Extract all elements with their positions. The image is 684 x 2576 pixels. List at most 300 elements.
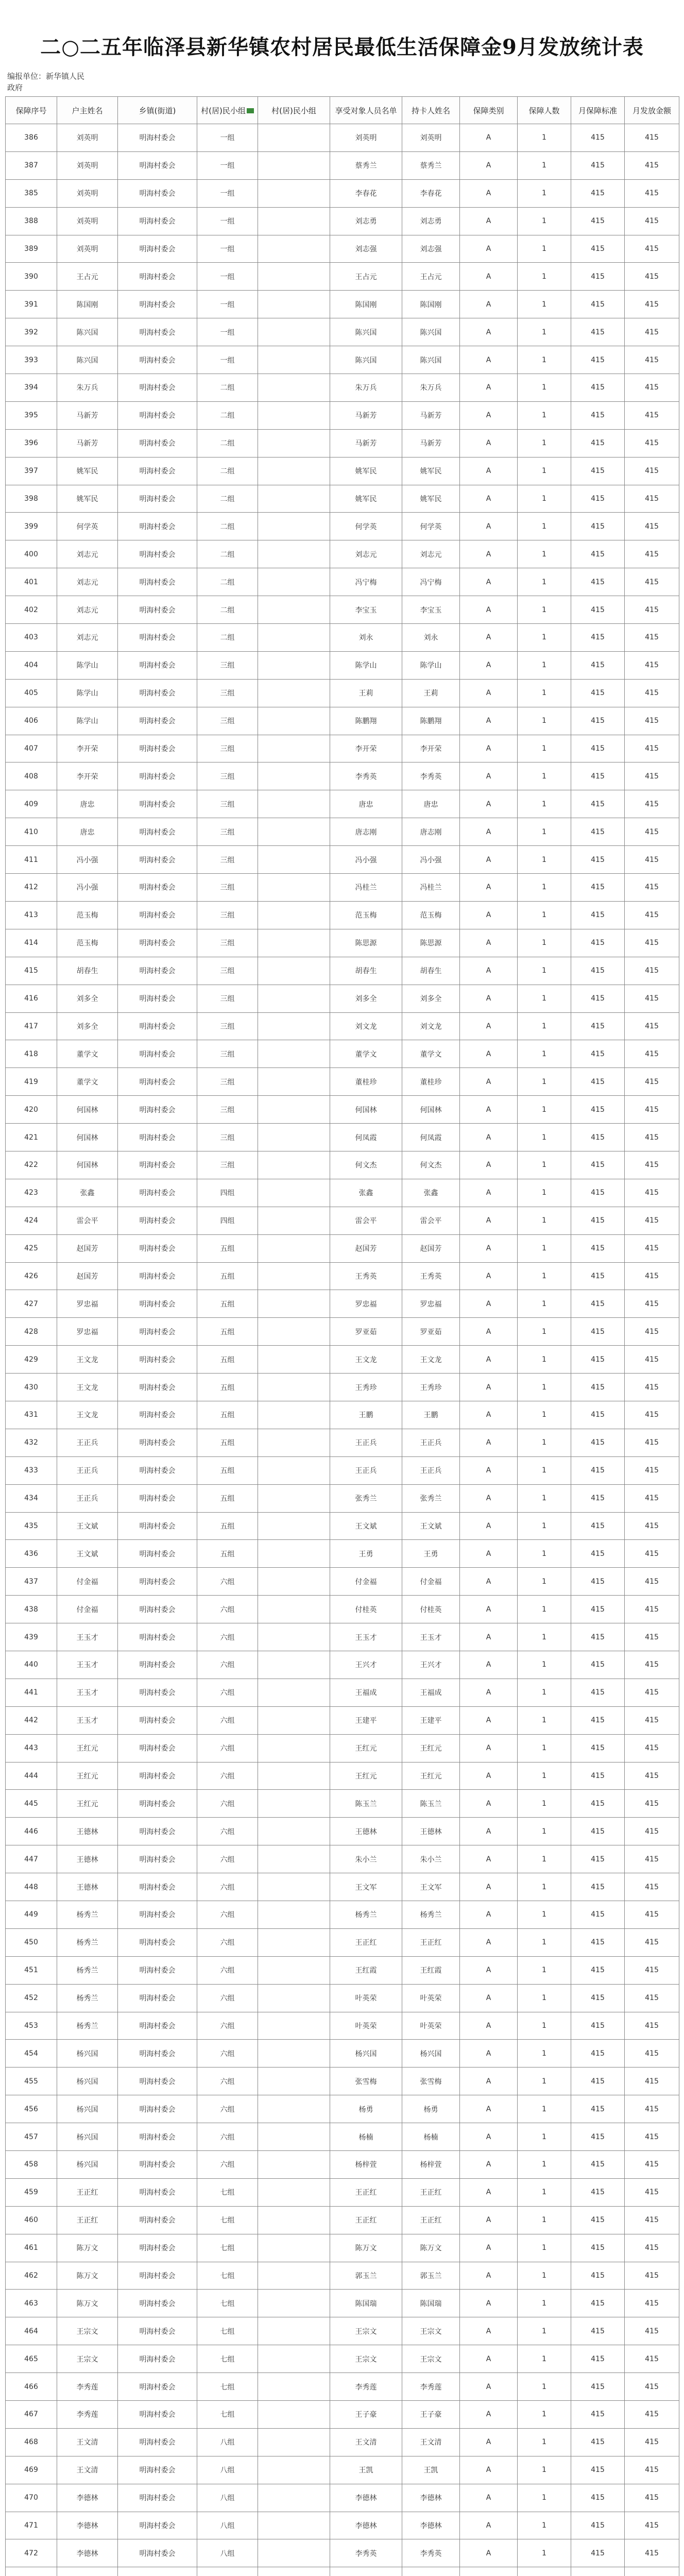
table-cell: 明海村委会: [118, 2262, 197, 2290]
table-cell: 何国林: [402, 1096, 460, 1124]
table-cell: 392: [6, 318, 57, 346]
table-cell: A: [460, 1790, 518, 1818]
table-cell: 415: [625, 2456, 679, 2484]
table-cell: 三组: [197, 985, 258, 1012]
table-cell: 明海村委会: [118, 1290, 197, 1318]
table-cell: A: [460, 679, 518, 707]
table-cell: 王秀英: [330, 1262, 402, 1290]
table-cell: 1: [518, 2428, 571, 2456]
table-cell: A: [460, 1429, 518, 1456]
table-cell: A: [460, 2290, 518, 2317]
table-cell: 407: [6, 735, 57, 762]
table-cell: 王玉才: [57, 1651, 118, 1679]
table-cell: 415: [625, 707, 679, 735]
table-cell: A: [460, 790, 518, 818]
table-cell: 刘英明: [330, 124, 402, 152]
table-cell: 王兴才: [402, 1651, 460, 1679]
table-cell: 415: [625, 485, 679, 513]
table-cell: 415: [571, 1179, 625, 1207]
table-cell: 436: [6, 1540, 57, 1568]
table-cell: 1: [518, 1818, 571, 1845]
table-cell: A: [460, 1512, 518, 1540]
table-cell: 王正红: [402, 2178, 460, 2206]
table-cell: 415: [625, 263, 679, 291]
table-cell: 明海村委会: [118, 1179, 197, 1207]
table-cell: 415: [625, 2512, 679, 2539]
table-cell: 415: [625, 2123, 679, 2151]
table-cell: 415: [625, 846, 679, 874]
table-cell: 465: [6, 2345, 57, 2373]
table-cell: A: [460, 318, 518, 346]
table-row: [6, 2456, 679, 2484]
table-cell: 陈万文: [57, 2290, 118, 2317]
table-cell: 463: [6, 2290, 57, 2317]
table-cell: 明海村委会: [118, 957, 197, 985]
table-row: [6, 1679, 679, 1706]
table-cell: 415: [625, 1290, 679, 1318]
table-row: [6, 2317, 679, 2345]
table-row: [6, 790, 679, 818]
table-cell: 冯小强: [402, 846, 460, 874]
table-cell: 杨秀兰: [402, 1901, 460, 1929]
table-cell: 何文杰: [402, 1151, 460, 1179]
table-cell: 杨兴国: [402, 2040, 460, 2067]
table-cell: 五组: [197, 1346, 258, 1374]
table-cell: 王文清: [402, 2428, 460, 2456]
table-cell: 一组: [197, 179, 258, 207]
table-cell: 1: [518, 2539, 571, 2567]
col-header: 乡镇(街道): [118, 97, 197, 124]
table-cell: 三组: [197, 707, 258, 735]
table-cell: 449: [6, 1901, 57, 1929]
table-cell: 1: [518, 1928, 571, 1956]
table-cell: 415: [571, 2317, 625, 2345]
table-cell: 王德林: [402, 1818, 460, 1845]
table-cell: 415: [625, 2178, 679, 2206]
table-cell: 1: [518, 2317, 571, 2345]
table-cell: 王子豪: [402, 2401, 460, 2429]
table-cell: 八组: [197, 2539, 258, 2567]
table-row: [6, 2012, 679, 2040]
table-cell: 王正兵: [402, 1429, 460, 1456]
table-cell: 刘志强: [402, 235, 460, 263]
table-row: [6, 1096, 679, 1124]
table-cell: 461: [6, 2234, 57, 2262]
table-cell: 雷会平: [57, 1207, 118, 1234]
table-cell: 明海村委会: [118, 2151, 197, 2179]
table-cell: 415: [625, 735, 679, 762]
table-cell: 王占元: [330, 263, 402, 291]
table-cell: 415: [625, 291, 679, 318]
table-cell: 明海村委会: [118, 1928, 197, 1956]
table-cell: 六组: [197, 1956, 258, 1984]
table-cell: 明海村委会: [118, 485, 197, 513]
table-cell: 440: [6, 1651, 57, 1679]
table-cell: 董学文: [57, 1040, 118, 1068]
table-cell: A: [460, 1873, 518, 1901]
table-cell: 415: [625, 1762, 679, 1790]
table-cell: 457: [6, 2123, 57, 2151]
table-cell: 415: [625, 151, 679, 179]
table-cell: 明海村委会: [118, 318, 197, 346]
table-cell: 郭玉兰: [330, 2262, 402, 2290]
table-cell: 王兴才: [330, 1651, 402, 1679]
table-cell: 明海村委会: [118, 1706, 197, 1734]
table-cell: 陈万文: [57, 2234, 118, 2262]
table-cell: 415: [571, 401, 625, 429]
table-cell: 杨秀兰: [57, 1928, 118, 1956]
table-cell: 王文军: [330, 1873, 402, 1901]
table-cell: 王莉: [330, 679, 402, 707]
table-cell: 王宗文: [57, 2317, 118, 2345]
table-cell: 1: [518, 568, 571, 596]
table-cell: 李春花: [402, 179, 460, 207]
table-cell: 七组: [197, 2373, 258, 2401]
table-cell: 陈国刚: [330, 291, 402, 318]
table-cell: 1: [518, 1040, 571, 1068]
table-cell: A: [460, 1568, 518, 1596]
table-cell: 1: [518, 1484, 571, 1512]
table-cell: 415: [571, 568, 625, 596]
table-cell: A: [460, 1456, 518, 1484]
table-cell: 452: [6, 1984, 57, 2012]
table-cell: 438: [6, 1596, 57, 1623]
table-cell: 1: [518, 179, 571, 207]
table-cell: 415: [571, 1734, 625, 1762]
table-cell: 王秀珍: [330, 1374, 402, 1401]
table-cell: 415: [571, 707, 625, 735]
table-cell: 415: [625, 1956, 679, 1984]
table-cell: 王正兵: [330, 1456, 402, 1484]
table-cell: A: [460, 651, 518, 679]
table-cell: 415: [625, 1207, 679, 1234]
table-cell: 陈万文: [57, 2262, 118, 2290]
table-cell: 唐忠: [57, 818, 118, 846]
table-cell: 1: [518, 2206, 571, 2234]
table-cell: 1: [518, 1262, 571, 1290]
table-cell: 王正红: [402, 2206, 460, 2234]
table-cell: 396: [6, 429, 57, 457]
table-cell: 付金福: [402, 1568, 460, 1596]
table-cell: 明海村委会: [118, 596, 197, 624]
table-cell: 叶英荣: [402, 1984, 460, 2012]
table-cell: 1: [518, 2401, 571, 2429]
table-cell: 1: [518, 2373, 571, 2401]
table-cell: 一组: [197, 151, 258, 179]
table-cell: 明海村委会: [118, 1596, 197, 1623]
table-cell: 明海村委会: [118, 568, 197, 596]
table-cell: A: [460, 1346, 518, 1374]
table-cell: 郭玉兰: [402, 2262, 460, 2290]
table-cell: 1: [518, 1540, 571, 1568]
table-cell: 杨秀兰: [57, 2012, 118, 2040]
table-cell: A: [460, 1374, 518, 1401]
table-cell: 415: [625, 1818, 679, 1845]
table-cell: 432: [6, 1429, 57, 1456]
table-cell: 三组: [197, 1068, 258, 1096]
table-cell: 415: [571, 2512, 625, 2539]
table-cell: 刘志元: [57, 540, 118, 568]
table-cell: 415: [625, 1012, 679, 1040]
table-cell: 马新芳: [330, 401, 402, 429]
table-cell: 王玉才: [57, 1679, 118, 1706]
table-cell: 唐志刚: [402, 818, 460, 846]
table-cell: 415: [625, 1984, 679, 2012]
table-cell: 1: [518, 429, 571, 457]
table-cell: 415: [625, 1568, 679, 1596]
table-cell: 明海村委会: [118, 1484, 197, 1512]
table-cell: 王玉才: [57, 1706, 118, 1734]
table-cell: A: [460, 1207, 518, 1234]
table-cell: 李开荣: [57, 735, 118, 762]
table-row: [6, 1012, 679, 1040]
table-cell: A: [460, 1012, 518, 1040]
table-cell: 刘永: [402, 624, 460, 652]
table-cell: 446: [6, 1818, 57, 1845]
table-cell: 明海村委会: [118, 901, 197, 929]
table-cell: 王勇: [402, 1540, 460, 1568]
table-cell: A: [460, 1096, 518, 1124]
table-cell: 415: [571, 1484, 625, 1512]
table-cell: 386: [6, 124, 57, 152]
table-cell: A: [460, 2539, 518, 2567]
table-cell: 陈鹏翔: [402, 707, 460, 735]
table-cell: 413: [6, 901, 57, 929]
table-cell: 马新芳: [402, 429, 460, 457]
table-cell: A: [460, 1651, 518, 1679]
table-cell: 明海村委会: [118, 2512, 197, 2539]
table-cell: 428: [6, 1318, 57, 1346]
table-cell: 415: [625, 1374, 679, 1401]
table-cell: [402, 2567, 460, 2576]
table-cell: 425: [6, 1234, 57, 1262]
table-cell: 刘英明: [57, 207, 118, 235]
table-cell: 明海村委会: [118, 1873, 197, 1901]
table-cell: 明海村委会: [118, 374, 197, 402]
table-cell: 王福成: [402, 1679, 460, 1706]
table-cell: 陈兴国: [330, 318, 402, 346]
table-cell: 415: [625, 762, 679, 790]
table-cell: 415: [625, 790, 679, 818]
table-cell: 1: [518, 2234, 571, 2262]
table-row: [6, 624, 679, 652]
table-cell: 1: [518, 1234, 571, 1262]
table-cell: 李开荣: [402, 735, 460, 762]
table-cell: 三组: [197, 1012, 258, 1040]
table-cell: 430: [6, 1374, 57, 1401]
table-row: [6, 1040, 679, 1068]
table-cell: 张雪梅: [330, 2067, 402, 2095]
table-cell: 408: [6, 762, 57, 790]
table-cell: 王红元: [57, 1734, 118, 1762]
table-cell: 刘多全: [57, 1012, 118, 1040]
table-cell: [330, 2567, 402, 2576]
table-cell: 明海村委会: [118, 207, 197, 235]
table-cell: 刘多全: [57, 985, 118, 1012]
table-cell: 1: [518, 596, 571, 624]
table-cell: A: [460, 735, 518, 762]
table-cell: 415: [625, 1151, 679, 1179]
table-cell: 420: [6, 1096, 57, 1124]
table-cell: 454: [6, 2040, 57, 2067]
table-cell: A: [460, 1984, 518, 2012]
table-cell: 李宝玉: [330, 596, 402, 624]
table-cell: 415: [625, 2539, 679, 2567]
table-row: [6, 901, 679, 929]
table-cell: 杨勇: [330, 2095, 402, 2123]
table-row: [6, 2123, 679, 2151]
table-cell: 1: [518, 1429, 571, 1456]
table-cell: 刘志勇: [402, 207, 460, 235]
table-cell: 1: [518, 2040, 571, 2067]
table-cell: [57, 2567, 118, 2576]
table-cell: 明海村委会: [118, 2012, 197, 2040]
table-cell: 明海村委会: [118, 2290, 197, 2317]
table-cell: 391: [6, 291, 57, 318]
table-cell: 429: [6, 1346, 57, 1374]
table-cell: 1: [518, 2095, 571, 2123]
table-cell: 415: [625, 2206, 679, 2234]
table-cell: 433: [6, 1456, 57, 1484]
table-cell: 469: [6, 2456, 57, 2484]
table-cell: 明海村委会: [118, 2428, 197, 2456]
table-cell: 王文龙: [330, 1346, 402, 1374]
table-cell: 415: [625, 985, 679, 1012]
table-cell: A: [460, 235, 518, 263]
table-cell: 王文清: [330, 2428, 402, 2456]
col-header: 村(居)民小组: [258, 97, 330, 124]
table-cell: 415: [571, 429, 625, 457]
col-header: 享受对象人员名单: [330, 97, 402, 124]
table-row: [6, 2567, 679, 2576]
table-cell: 415: [625, 1484, 679, 1512]
table-cell: 三组: [197, 957, 258, 985]
table-cell: A: [460, 2317, 518, 2345]
table-cell: A: [460, 1845, 518, 1873]
table-cell: 明海村委会: [118, 1651, 197, 1679]
table-cell: 唐志刚: [330, 818, 402, 846]
table-cell: 王红元: [402, 1734, 460, 1762]
table-cell: 刘英明: [402, 124, 460, 152]
table-cell: 明海村委会: [118, 429, 197, 457]
table-cell: 415: [571, 179, 625, 207]
table-cell: 471: [6, 2512, 57, 2539]
table-cell: 415: [571, 1374, 625, 1401]
table-cell: 五组: [197, 1484, 258, 1512]
table-cell: 刘英明: [57, 179, 118, 207]
table-cell: 415: [571, 985, 625, 1012]
table-cell: 1: [518, 679, 571, 707]
table-cell: 一组: [197, 124, 258, 152]
table-cell: A: [460, 1401, 518, 1429]
table-cell: A: [460, 1068, 518, 1096]
table-cell: 388: [6, 207, 57, 235]
table-cell: 422: [6, 1151, 57, 1179]
table-cell: 陈国刚: [402, 291, 460, 318]
table-cell: 明海村委会: [118, 2401, 197, 2429]
table-cell: 杨秀兰: [330, 1901, 402, 1929]
table-cell: 陈学山: [402, 651, 460, 679]
table-cell: 明海村委会: [118, 1040, 197, 1068]
table-row: [6, 263, 679, 291]
table-cell: A: [460, 1901, 518, 1929]
table-cell: 冯宁梅: [402, 568, 460, 596]
table-cell: 415: [571, 374, 625, 402]
table-cell: A: [460, 2012, 518, 2040]
table-cell: 张秀兰: [330, 1484, 402, 1512]
table-row: [6, 2345, 679, 2373]
table-cell: 冯桂兰: [402, 874, 460, 902]
table-cell: 王宗文: [330, 2317, 402, 2345]
table-row: [6, 1651, 679, 1679]
table-cell: 明海村委会: [118, 929, 197, 957]
table-cell: 王宗文: [402, 2345, 460, 2373]
table-cell: 明海村委会: [118, 2317, 197, 2345]
table-cell: 明海村委会: [118, 679, 197, 707]
table-cell: 一组: [197, 291, 258, 318]
table-cell: 二组: [197, 513, 258, 540]
table-cell: 1: [518, 1762, 571, 1790]
table-cell: 王正兵: [57, 1429, 118, 1456]
table-cell: 王正红: [330, 2178, 402, 2206]
table-cell: 434: [6, 1484, 57, 1512]
table-cell: 王宗文: [57, 2345, 118, 2373]
table-cell: 明海村委会: [118, 1318, 197, 1346]
table-cell: 明海村委会: [118, 457, 197, 485]
table-cell: 明海村委会: [118, 124, 197, 152]
table-cell: 付金福: [57, 1596, 118, 1623]
col-header-label: 村(居)民小组: [201, 106, 246, 115]
table-cell: 390: [6, 263, 57, 291]
table-cell: 二组: [197, 374, 258, 402]
table-cell: 415: [571, 1790, 625, 1818]
table-cell: 刘英明: [57, 235, 118, 263]
table-cell: 一组: [197, 346, 258, 374]
table-row: [6, 207, 679, 235]
table-cell: 明海村委会: [118, 2373, 197, 2401]
table-cell: 明海村委会: [118, 235, 197, 263]
table-cell: 415: [571, 846, 625, 874]
table-cell: 杨秀兰: [57, 1901, 118, 1929]
table-cell: 415: [571, 957, 625, 985]
table-cell: 415: [625, 1706, 679, 1734]
table-cell: 王宗文: [330, 2345, 402, 2373]
table-cell: A: [460, 2262, 518, 2290]
table-cell: 443: [6, 1734, 57, 1762]
table-cell: 415: [571, 1429, 625, 1456]
table-cell: 415: [625, 2234, 679, 2262]
table-cell: 刘志元: [57, 624, 118, 652]
table-cell: 1: [518, 2123, 571, 2151]
table-cell: 415: [571, 1928, 625, 1956]
table-cell: A: [460, 929, 518, 957]
col-header: 月发放金额: [625, 97, 679, 124]
table-cell: 杨秀兰: [57, 1956, 118, 1984]
table-cell: 李春花: [330, 179, 402, 207]
table-cell: 朱万兵: [330, 374, 402, 402]
table-cell: 415: [571, 2151, 625, 2179]
table-cell: 415: [571, 2401, 625, 2429]
table-cell: 415: [625, 124, 679, 152]
table-cell: 472: [6, 2539, 57, 2567]
table-row: [6, 2067, 679, 2095]
table-cell: 415: [571, 1818, 625, 1845]
table-cell: 1: [518, 1374, 571, 1401]
table-cell: 1: [518, 2178, 571, 2206]
table-cell: 437: [6, 1568, 57, 1596]
table-cell: 415: [571, 1873, 625, 1901]
table-cell: 1: [518, 2512, 571, 2539]
